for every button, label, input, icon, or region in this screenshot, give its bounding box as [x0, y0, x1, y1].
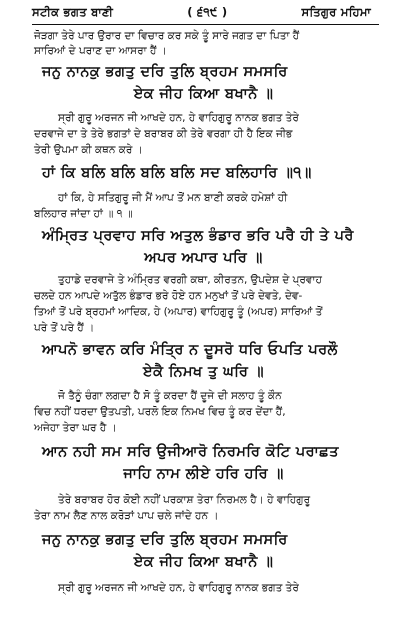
header-book-title: ਸਟੀਕ ਭਗਤ ਬਾਣੀ	[32, 4, 114, 19]
verse-line: ਜਾਹਿ ਨਾਮ ਲੀਏ ਹਰਿ ਹਰਿ ॥	[123, 466, 284, 482]
prose-line: ਤੁਹਾਡੇ ਦਰਵਾਜੇ ਤੇ ਅੰਮ੍ਰਿਤ ਵਰਗੀ ਕਥਾ, ਕੀਰਤਨ, ਉਪਦੇਸ਼ ਦੇ ਪ੍ਰਵਾਹ	[58, 274, 322, 286]
prose-line: ਜੋ ਤੈਨੂੰ ਚੰਗਾ ਲਗਦਾ ਹੈ ਸੋ ਤੂੰ ਕਰਦਾ ਹੈਂ ਦੂਜੇ ਦੀ ਸਲਾਹ ਤੂੰ ਕੌਨ	[58, 390, 282, 402]
prose-line: ਚਲਦੇ ਹਨ ਆਪਦੇ ਅਤੁੱਲ ਭੰਡਾਰ ਭਰੇ ਹੋਏ ਹਨ ਮਨੁਖਾਂ ਤੋਂ ਪਰੇ ਦੇਵਤੇ, ਦੇਵ-	[34, 290, 303, 302]
prose-line: ਸ੍ਰੀ ਗੁਰੂ ਅਰਜਨ ਜੀ ਆਖਦੇ ਹਨ, ਹੇ ਵਾਹਿਗੁਰੂ ਨਾਨਕ ਭਗਤ ਤੇਰੇ	[58, 582, 299, 594]
prose-line: ਜੋੜਗਾ ਤੇਰੇ ਪਾਰ ਉਰਾਰ ਦਾ ਵਿਚਾਰ ਕਰ ਸਕੇ ਤੂੰ ਸਾਰੇ ਜਗਤ ਦਾ ਪਿਤਾ ਹੈਂ	[34, 30, 300, 42]
verse-line: ਹਾਂ ਕਿ ਬਲਿ ਬਲਿ ਬਲਿ ਬਲਿ ਸਦ ਬਲਿਹਾਰਿ ॥੧॥	[42, 165, 312, 181]
verse-line: ਆਪਨੋ ਭਾਵਨ ਕਰਿ ਮੰਤ੍ਰਿ ਨ ਦੂਸਰੋ ਧਰਿ ਓਪਤਿ ਪਰਲੌ	[42, 342, 338, 358]
verse-line: ਜਨੁ ਨਾਨਕੁ ਭਗਤੁ ਦਰਿ ਤੁਲਿ ਬ੍ਰਹਮ ਸਮਸਰਿ	[42, 532, 288, 548]
prose-line: ਤੇਰਾ ਨਾਮ ਲੈਣ ਨਾਲ ਕਰੋੜਾਂ ਪਾਪ ਚਲੇ ਜਾਂਦੇ ਹਨ ।	[34, 510, 219, 522]
prose-line: ਤੇਰੀ ਉਪਮਾ ਕੀ ਕਥਨ ਕਰੇ ।	[34, 144, 143, 156]
header-rule	[32, 24, 379, 25]
prose-line: ਸਾਰਿਆਂ ਦੇ ਪਰਾਣ ਦਾ ਆਸਰਾ ਹੈਂ ।	[34, 45, 167, 57]
header-section-title: ਸਤਿਗੁਰ ਮਹਿਮਾ	[301, 4, 371, 19]
prose-line: ਤੇਰੇ ਬਰਾਬਰ ਹੋਰ ਕੋਈ ਨਹੀਂ ਪਰਕਾਸ਼ ਤੇਰਾ ਨਿਰਮਲ ਹੈ। ਹੇ ਵਾਹਿਗੁਰੂ	[58, 494, 311, 506]
prose-line: ਤਿਆਂ ਤੋਂ ਪਰੇ ਬ੍ਰਹਮਾਂ ਆਦਿਕ, ਹੇ (ਅਪਾਰ) ਵਾਹਿਗੁਰੂ ਤੂੰ (ਅਪਰ) ਸਾਰਿਆਂ ਤੋਂ	[34, 306, 323, 318]
prose-line: ਪਰੇ ਤੋਂ ਪਰੇ ਹੈਂ ।	[34, 322, 95, 334]
verse-line: ਏਕ ਜੀਹ ਕਿਆ ਬਖਾਨੈ ॥	[133, 86, 274, 102]
verse-line: ਏਕ ਜੀਹ ਕਿਆ ਬਖਾਨੈ ॥	[133, 554, 274, 570]
prose-line: ਦਰਵਾਜੇ ਦਾ ਤੇ ਤੇਰੇ ਭਗਤਾਂ ਦੇ ਬਰਾਬਰ ਕੀ ਤੇਰੇ ਵਰਗਾ ਹੀ ਹੈ ਇਕ ਜੀਭ	[34, 128, 293, 140]
running-header	[32, 2, 371, 22]
verse-line: ਅਪਰ ਅਪਾਰ ਪਰਿ ॥	[144, 250, 263, 266]
prose-line: ਬਲਿਹਾਰ ਜਾਂਦਾ ਹਾਂ ॥ ੧ ॥	[34, 208, 133, 220]
prose-line: ਵਿਚ ਨਹੀਂ ਧਰਦਾ ਉਤਪਤੀ, ਪਰਲੋ ਇਕ ਨਿਮਖ ਵਿਚ ਤੂੰ ਕਰ ਦੇਂਦਾ ਹੈਂ,	[34, 406, 286, 418]
prose-line: ਹਾਂ ਕਿ, ਹੇ ਸਤਿਗੁਰੂ ਜੀ ਮੈਂ ਆਪ ਤੋਂ ਮਨ ਬਾਣੀ ਕਰਕੇ ਹਮੇਸ਼ਾਂ ਹੀ	[58, 192, 288, 204]
header-page-number: ( ੬੧੯ )	[187, 4, 228, 19]
verse-line: ਜਨੁ ਨਾਨਕੁ ਭਗਤੁ ਦਰਿ ਤੁਲਿ ਬ੍ਰਹਮ ਸਮਸਰਿ	[42, 64, 288, 80]
verse-line: ਅੰਮ੍ਰਿਤ ਪ੍ਰਵਾਹ ਸਰਿ ਅਤੁਲ ਭੰਡਾਰ ਭਰਿ ਪਰੈ ਹੀ ਤੇ ਪਰੈ	[42, 228, 354, 244]
verse-line: ਆਨ ਨਹੀ ਸਮ ਸਰਿ ਉਜੀਆਰੋ ਨਿਰਮਰਿ ਕੋਟਿ ਪਰਾਛਤ	[42, 444, 339, 460]
verse-line: ਏਕੈ ਨਿਮਖ ਤੁ ਘਰਿ ॥	[143, 364, 264, 380]
prose-line: ਅਜੇਹਾ ਤੇਰਾ ਘਰ ਹੈ ।	[34, 422, 117, 434]
prose-line: ਸ੍ਰੀ ਗੁਰੂ ਅਰਜਨ ਜੀ ਆਖਦੇ ਹਨ, ਹੇ ਵਾਹਿਗੁਰੂ ਨਾਨਕ ਭਗਤ ਤੇਰੇ	[58, 112, 299, 124]
